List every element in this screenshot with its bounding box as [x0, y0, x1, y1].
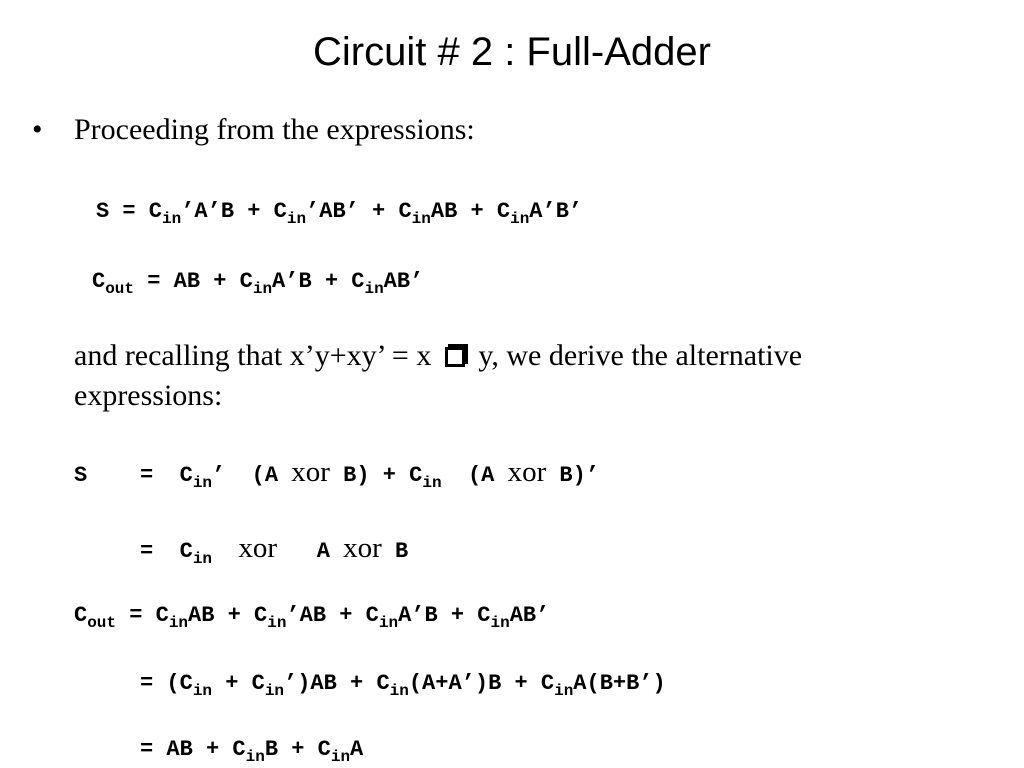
subscript-in: in: [330, 748, 351, 766]
eq-text: ’AB + C: [286, 603, 379, 628]
eq-text: S = C: [74, 463, 193, 488]
subscript-in: in: [264, 682, 285, 700]
eq-text: A’B + C: [398, 603, 491, 628]
eq-text: ’)AB + C: [284, 671, 390, 696]
subscript-out: out: [87, 614, 117, 632]
eq-text: AB + C: [430, 199, 511, 224]
eq-text: A(B+B’): [573, 671, 666, 696]
eq-text: B) + C: [329, 463, 423, 488]
subscript-in: in: [286, 210, 307, 228]
intro-text: Proceeding from the expressions:: [74, 113, 475, 146]
eq-text: B + C: [264, 737, 331, 762]
subscript-in: in: [554, 682, 574, 700]
eq-text: = C: [116, 603, 169, 628]
recall-text-line1: [74, 336, 802, 376]
xor-operator: xor: [343, 532, 382, 564]
subscript-in: in: [364, 280, 384, 298]
subscript-in: in: [267, 614, 287, 632]
subscript-in: in: [490, 614, 510, 632]
eq-text: = (C: [140, 671, 193, 696]
recall-text: y, we derive the alternative: [470, 339, 803, 372]
eq-text: (A: [441, 463, 508, 488]
eq-text: AB + C: [188, 603, 268, 628]
eq-text: = AB + C: [134, 269, 253, 294]
equation-carry: [92, 266, 423, 298]
eq-text: ’ (A: [212, 463, 292, 488]
xor-operator: xor: [238, 532, 278, 564]
subscript-in: in: [378, 614, 399, 632]
equation-sum: [96, 196, 582, 228]
equation-carry-expanded: [74, 600, 549, 632]
eq-text: B: [394, 539, 409, 564]
slide-title: Circuit # 2 : Full-Adder: [313, 30, 711, 74]
eq-text: A: [316, 539, 344, 564]
subscript-in: in: [192, 550, 213, 568]
eq-text: AB’: [383, 269, 424, 294]
recall-text: and recalling that x’y+xy’ = x: [74, 339, 439, 372]
eq-text: A’B + C: [272, 269, 365, 294]
eq-text: (A+A’)B + C: [408, 671, 555, 696]
box-icon: [445, 347, 465, 367]
eq-text: + C: [212, 671, 265, 696]
recall-text-line2: expressions:: [74, 379, 223, 412]
subscript-in: in: [245, 748, 265, 766]
equation-carry-final: [140, 734, 363, 766]
equation-sum-xor-simplified: [140, 532, 408, 568]
eq-text: = C: [140, 539, 193, 564]
eq-text: ’A’B + C: [181, 199, 287, 224]
subscript-in: in: [411, 210, 431, 228]
equation-carry-factored: [140, 668, 666, 700]
xor-operator: xor: [291, 456, 330, 488]
subscript-in: in: [162, 210, 182, 228]
subscript-in: in: [252, 280, 273, 298]
eq-text: A: [350, 737, 364, 762]
eq-text: AB’: [509, 603, 550, 628]
xor-operator: xor: [507, 456, 547, 488]
subscript-in: in: [389, 682, 409, 700]
bullet-marker: •: [32, 113, 43, 146]
subscript-in: in: [192, 474, 213, 492]
eq-text: ’AB’ + C: [306, 199, 412, 224]
eq-text: A’B’: [529, 199, 583, 224]
eq-text: S = C: [96, 199, 163, 224]
eq-text: C: [74, 603, 88, 628]
subscript-in: in: [168, 614, 189, 632]
eq-text: C: [92, 269, 106, 294]
subscript-in: in: [192, 682, 213, 700]
subscript-in: in: [422, 474, 442, 492]
eq-text: B)’: [546, 463, 600, 488]
subscript-in: in: [510, 210, 530, 228]
equation-sum-xor: [74, 456, 599, 492]
eq-text: = AB + C: [140, 737, 246, 762]
subscript-out: out: [105, 280, 135, 298]
